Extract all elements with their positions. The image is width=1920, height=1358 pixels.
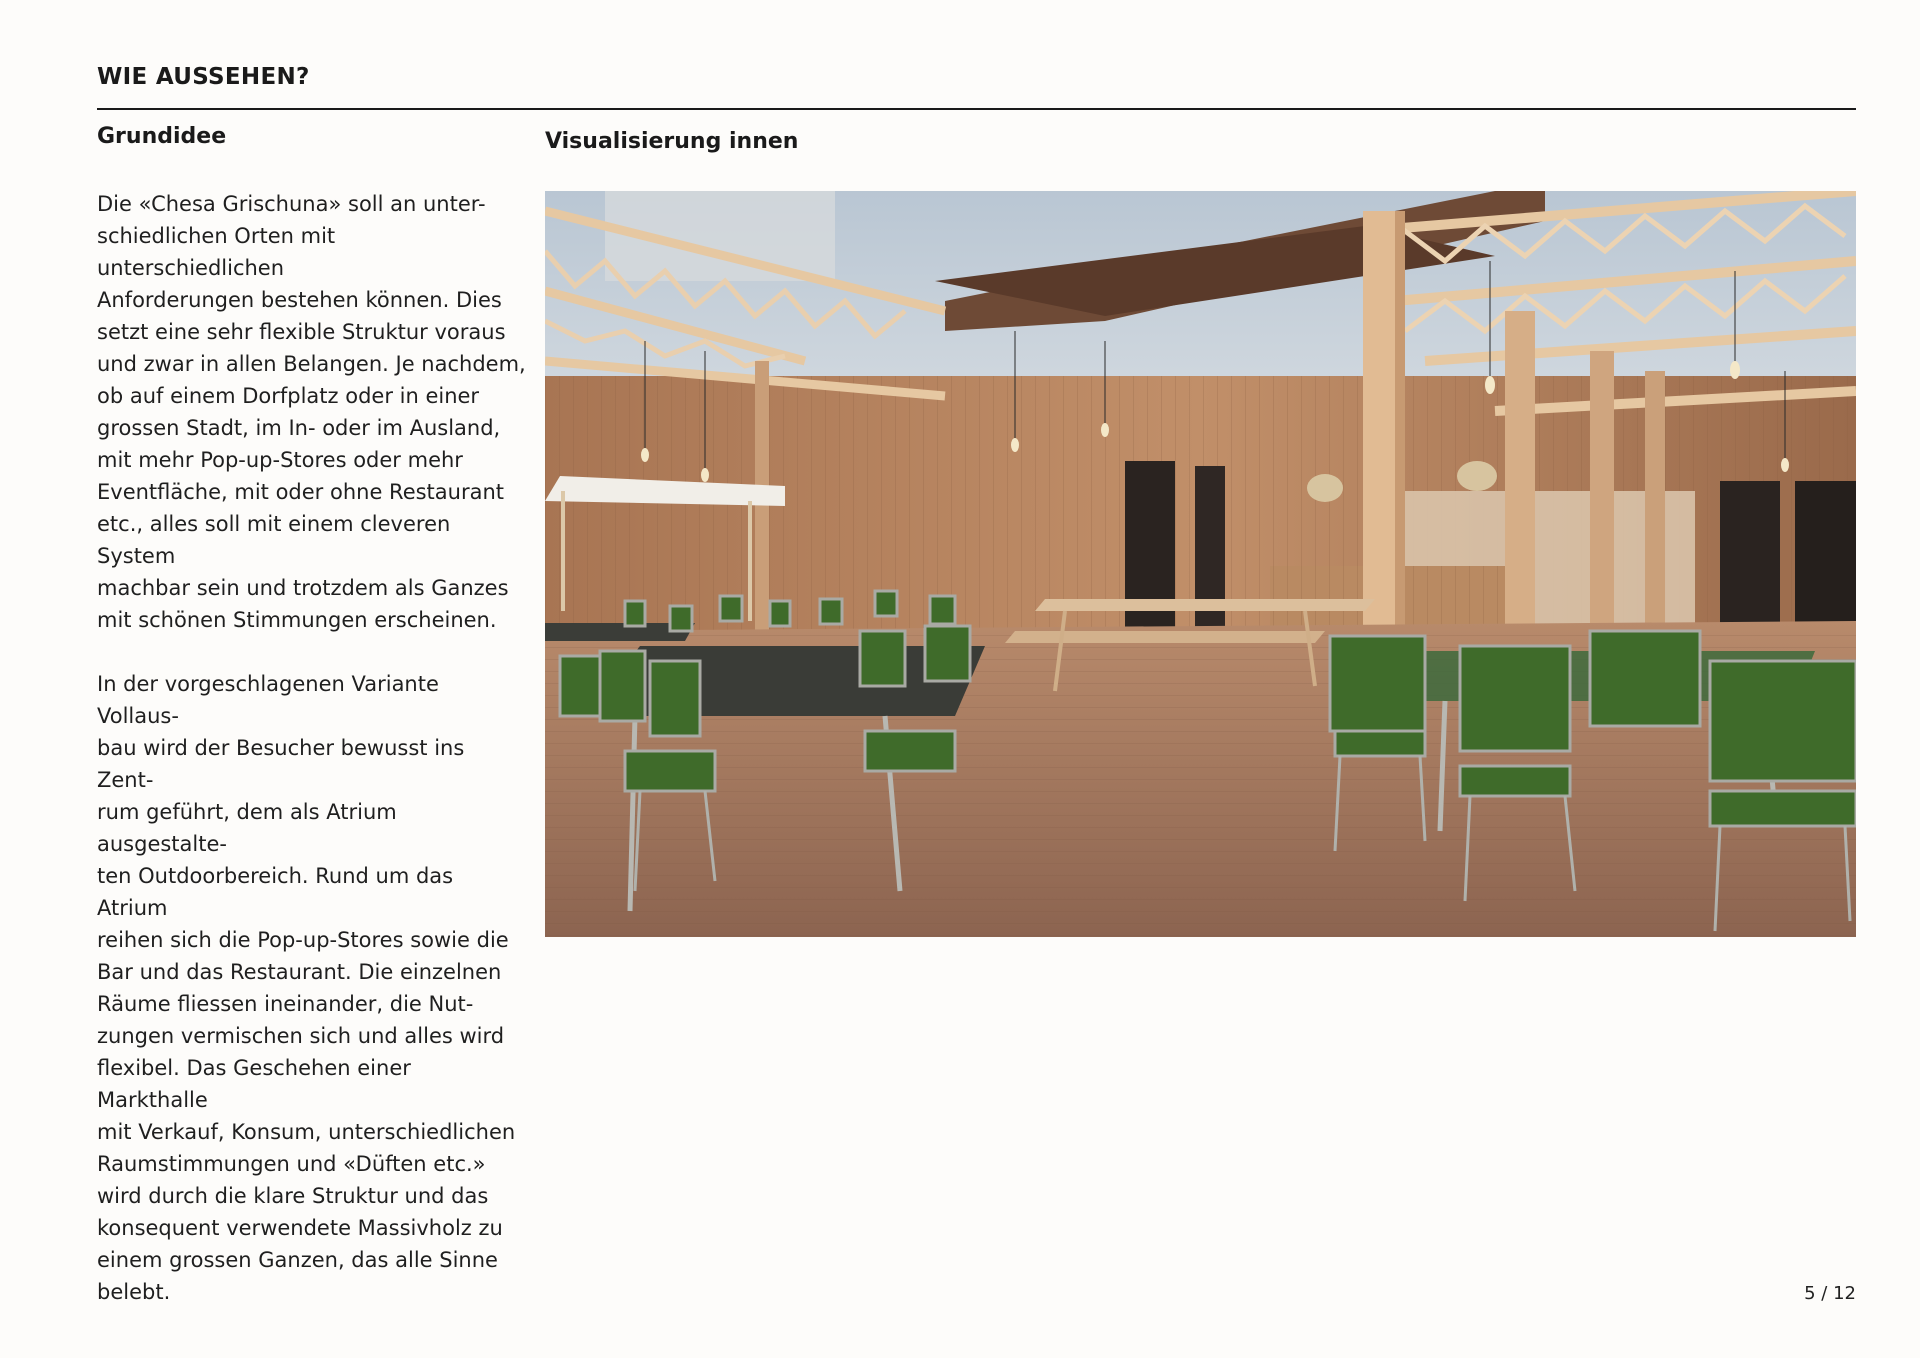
paragraph-2: In der vorgeschlagenen Variante Vollaus- bau wird der Besucher bewusst ins Zent- rum geführt, dem als Atrium ausgestalte- ten Outdoorbereich. Rund um das Atrium reihen sich die Pop-up-Stores sowie die Bar und das Restaurant. Die einzelnen Räume fliessen ineinander, die Nut- zungen vermischen sich und alles wird flexibel. Das Geschehen einer Markthalle mit Verkauf, Konsum, unterschiedlichen Raumstimmungen und «Düften etc.» wird durch die klare Struktur und das konsequent verwendete Massivholz zu einem grossen Ganzen, das alle Sinne belebt. [97, 672, 516, 1304]
header-rule [97, 108, 1856, 110]
paragraph-1: Die «Chesa Grischuna» soll an unter- schiedlichen Orten mit unterschiedlichen Anforderungen bestehen können. Dies setzt eine sehr flexible Struktur voraus und zwar in allen Belangen. Je nachdem, ob auf einem Dorfplatz oder in einer grossen Stadt, im In- oder im Ausland, mit mehr Pop-up-Stores oder mehr Eventfläche, mit oder ohne Restaurant etc., alles soll mit einem cleveren System machbar sein und trotzdem als Ganzes mit schönen Stimmungen erscheinen. [97, 192, 526, 632]
grundidee-heading: Grundidee [97, 124, 227, 149]
interior-visualization-image [545, 191, 1856, 937]
page-number: 5 / 12 [1804, 1283, 1856, 1304]
grundidee-body [97, 188, 527, 1340]
visualisierung-heading: Visualisierung innen [545, 129, 799, 154]
section-title: WIE AUSSEHEN? [97, 64, 310, 90]
